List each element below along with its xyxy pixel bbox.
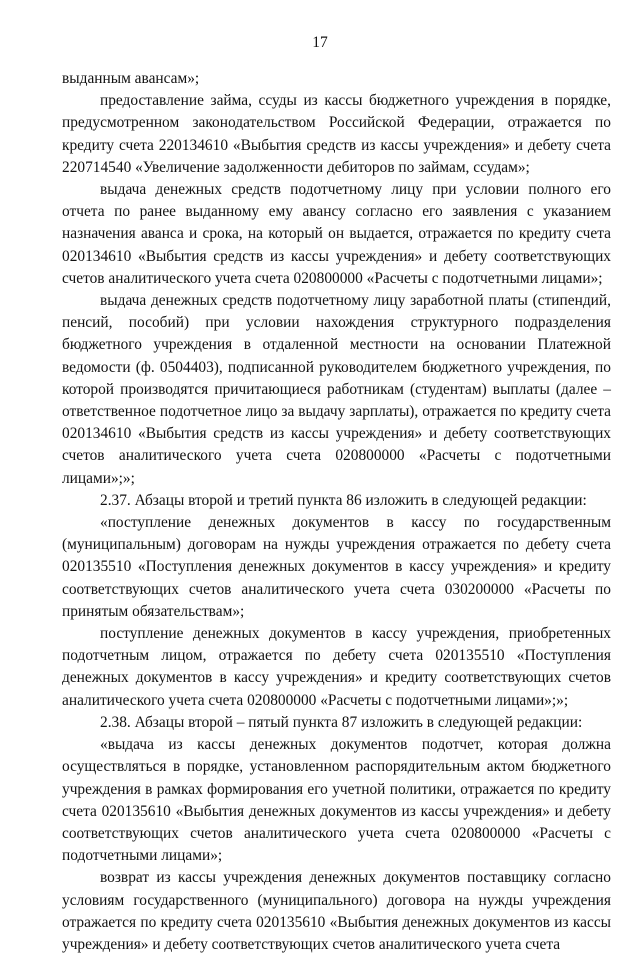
section-heading-2-38: 2.38. Абзацы второй – пятый пункта 87 изложить в следующей редакции: — [100, 713, 583, 731]
page-number: 17 — [312, 34, 328, 51]
paragraph: предоставление займа, ссуды из кассы бюджетного учреждения в порядке, предусмотренном законодательством Российской Федерации, отражается по кредиту счета 220134610 «Выбытия средств из кассы учреждения» и дебету счета 220714540 «Увеличение задолженности дебиторов по займам, ссудам»; — [62, 92, 611, 176]
paragraph: возврат из кассы учреждения денежных документов поставщику согласно условиям государственного (муниципального) договора на нужды учреждения отражается по кредиту счета 020135610 «Выбытия денежных документов из кассы учреждения» и дебету соответствующих счетов аналитического учета счета — [62, 869, 611, 953]
paragraph: «выдача из кассы денежных документов подотчет, которая должна осуществляться в порядке, установленном распорядительным актом бюджетного учреждения в рамках формирования его учетной политики, отражается по кредиту счета 020135610 «Выбытия денежных документов из кассы учреждения» и дебету соответствующих счетов аналитического учета счета 020800000 «Расчеты с подотчетными лицами»; — [62, 736, 611, 865]
paragraph: выдача денежных средств подотчетному лицу заработной платы (стипендий, пенсий, пособий) при условии нахождения структурного подразделения бюджетного учреждения в отдаленной местности на основании Платежной ведомости (ф. 0504403), подписанной руководителем бюджетного учреждения, по которой производятся причитающиеся работникам (студентам) выплаты (далее – ответственное подотчетное лицо за выдачу зарплаты), отражается по кредиту счета 020134610 «Выбытия средств из кассы учреждения» и дебету соответствующих счетов аналитического учета счета 020800000 «Расчеты с подотчетными лицами»;»; — [62, 292, 611, 487]
paragraph: выдача денежных средств подотчетному лицу при условии полного его отчета по ранее выданному ему авансу согласно его заявления с указанием назначения аванса и срока, на который он выдается, отражается по кредиту счета 020134610 «Выбытия средств из кассы учреждения» и дебету соответствующих счетов аналитического учета счета 020800000 «Расчеты с подотчетными лицами»; — [62, 181, 611, 287]
paragraph: «поступление денежных документов в кассу по государственным (муниципальным) договорам на нужды учреждения отражается по дебету счета 020135510 «Поступления денежных документов в кассу учреждения» и кредиту соответствующих счетов аналитического учета счета 030200000 «Расчеты по принятым обязательствам»; — [62, 514, 611, 620]
paragraph: поступление денежных документов в кассу учреждения, приобретенных подотчетным лицом, отражается по дебету счета 020135510 «Поступления денежных документов в кассу учреждения» и кредиту соответствующих счетов аналитического учета счета 020800000 «Расчеты с подотчетными лицами»;»; — [62, 625, 611, 709]
paragraph: выданным авансам»; — [62, 70, 200, 87]
document-body — [62, 68, 611, 956]
section-heading-2-37: 2.37. Абзацы второй и третий пункта 86 изложить в следующей редакции: — [100, 491, 587, 509]
